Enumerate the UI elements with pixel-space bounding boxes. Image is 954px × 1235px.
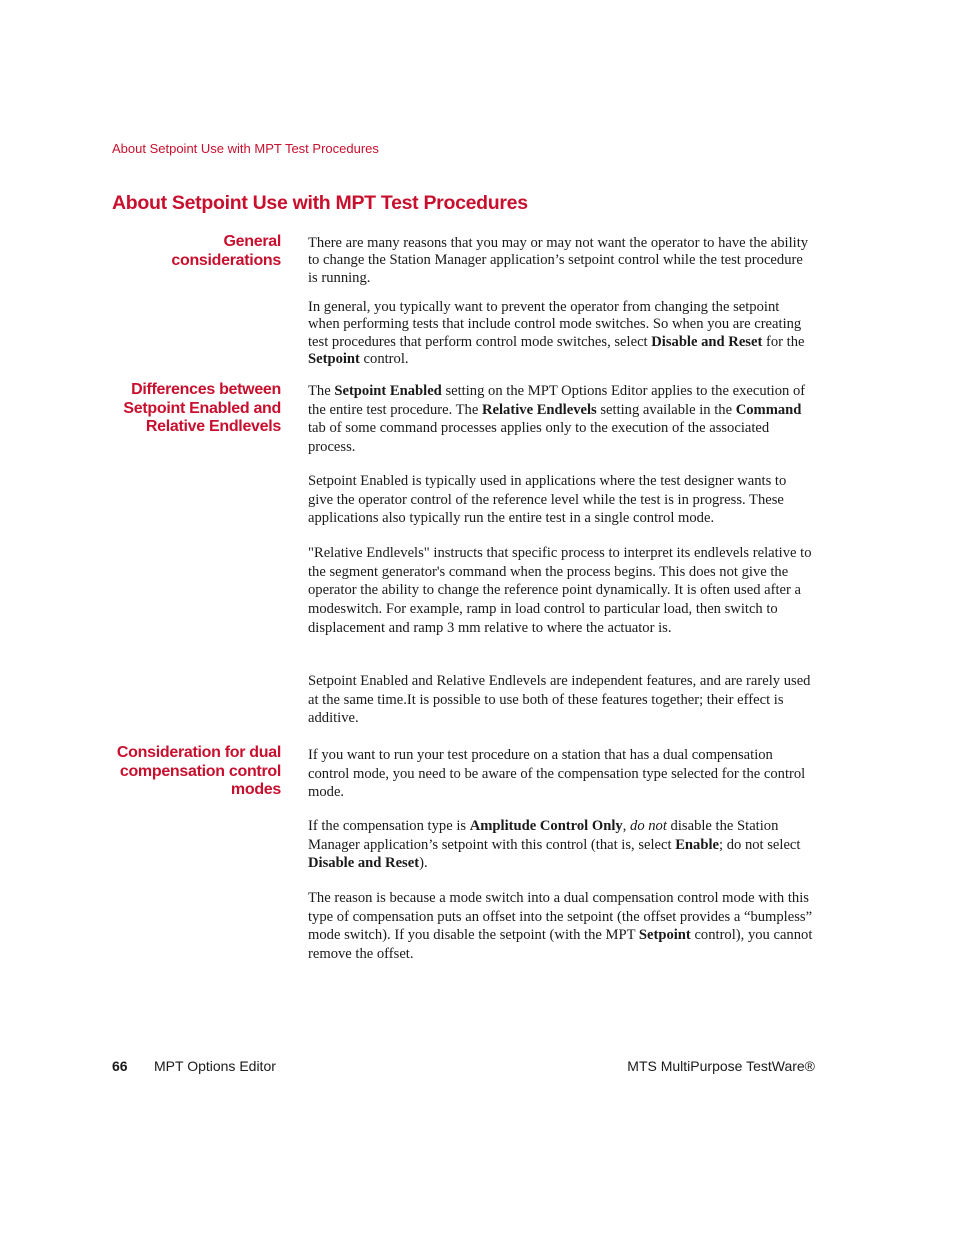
text-run: In general, you typically want to prevent the operator from changing the setpoint when performing tests that include control mode switches. So when you are creating test procedures that perform control mode switches, select <box>308 299 802 350</box>
heading-line: Differences between <box>131 381 281 398</box>
bold-term: Relative Endlevels <box>481 401 597 418</box>
page-title: About Setpoint Use with MPT Test Procedures <box>112 192 528 214</box>
paragraph <box>308 382 814 457</box>
heading-line: compensation control <box>119 762 281 780</box>
text-run: control. <box>359 351 409 368</box>
running-head: About Setpoint Use with MPT Test Procedures <box>112 141 379 156</box>
paragraph <box>308 817 814 873</box>
bold-term: Setpoint <box>308 351 360 368</box>
text-run: If the compensation type is <box>308 818 470 834</box>
section-heading-general-considerations <box>106 233 281 270</box>
emphasis: do not <box>630 818 667 834</box>
text-run: Setpoint Enabled and Relative Endlevels are independent features, and are rarely used at the same time.It is possible to use both of these features together; their effect is additive. <box>308 673 811 727</box>
bold-term: Disable and Reset <box>651 333 763 350</box>
bold-term: Enable <box>675 836 719 853</box>
heading-line: considerations <box>171 251 281 269</box>
heading-line: General <box>223 233 281 250</box>
paragraph <box>308 889 814 964</box>
text-run: If you want to run your test procedure on a station that has a dual compensation control mode, you need to be aware of the compensation type selected for the control mode. <box>308 747 806 801</box>
paragraph <box>308 472 814 528</box>
text-run: There are many reasons that you may or may not want the operator to have the ability to change the Station Manager application’s setpoint control while the test procedure is running. <box>308 235 809 286</box>
text-run: The reason is because a mode switch into a dual compensation control mode with this type of compensation puts an offset into the setpoint (the offset provides a “bumpless” mode switch). If you disable the setpoint (with the MPT <box>308 890 813 944</box>
paragraph <box>308 672 814 728</box>
text-run: setting available in the <box>596 401 736 418</box>
bold-term: Setpoint <box>638 927 691 944</box>
text-run: Setpoint Enabled is typically used in applications where the test designer wants to give the operator control of the reference level while the test is in progress. These applications also typically run the entire test in a single control mode. <box>308 473 787 527</box>
text-run: disable the Station Manager application’s setpoint with this control (that is, select <box>308 818 779 853</box>
heading-line: Relative Endlevels <box>145 418 281 435</box>
paragraph <box>308 299 814 369</box>
heading-line: Consideration for dual <box>116 744 281 761</box>
paragraph <box>308 746 814 802</box>
heading-line: Setpoint Enabled and <box>123 399 281 417</box>
section-heading-dual-compensation <box>106 744 281 800</box>
bold-term: Amplitude Control Only <box>469 818 623 834</box>
paragraph <box>308 235 814 287</box>
footer-product-name: MTS MultiPurpose TestWare® <box>627 1058 815 1074</box>
section-heading-differences <box>106 381 281 437</box>
paragraph <box>308 544 814 638</box>
text-run: tab of some command processes applies only to the execution of the associated process. <box>308 420 770 456</box>
page-number: 66 <box>112 1058 128 1074</box>
bold-term: Command <box>735 401 802 418</box>
heading-line: modes <box>230 781 281 798</box>
text-run: ). <box>419 855 428 872</box>
text-run: ; do not select <box>719 836 801 853</box>
footer-chapter-title: MPT Options Editor <box>154 1058 276 1074</box>
text-run: The <box>308 383 335 399</box>
text-run: "Relative Endlevels" instructs that specific process to interpret its endlevels relative to the segment generator's command when the process begins. This does not give the operator the ability to change the reference point dynamically. It is often used after a modeswitch. For example, ramp in load control to particular load, then switch to displacement and ramp 3 mm relative to where the actuator is. <box>308 545 812 636</box>
text-run: , <box>622 818 631 834</box>
bold-term: Setpoint Enabled <box>334 383 442 399</box>
text-run: for the <box>762 333 805 350</box>
text-run: control), you cannot remove the offset. <box>308 927 813 963</box>
bold-term: Disable and Reset <box>308 855 420 872</box>
text-run: setting on the MPT Options Editor applies to the execution of the entire test procedure. The <box>308 383 806 418</box>
